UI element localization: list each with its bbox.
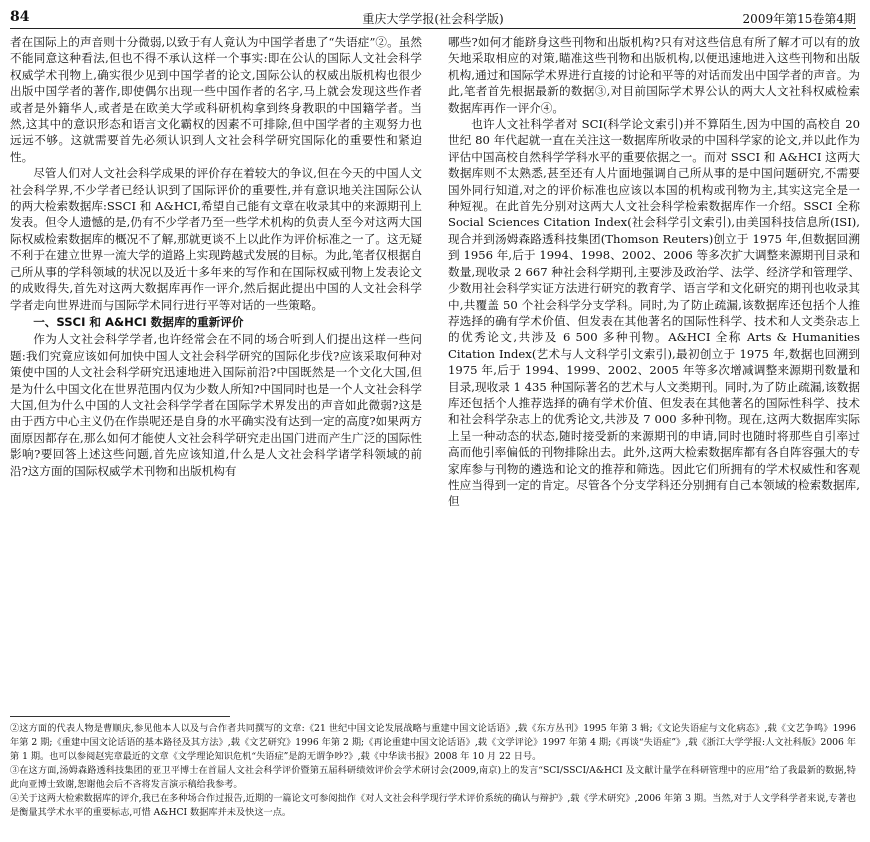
journal-title: 重庆大学学报(社会科学版): [362, 12, 504, 26]
footnote: ②这方面的代表人物是曹顺庆,参见他本人以及与合作者共同撰写的文章:《21 世纪中国文论发展战略与重建中国文论话语》,载《东方丛刊》1995 年第 3 辑;《文论失语症与文化病态》,载《文艺争鸣》1996 年第 2 期;《重建中国文论话语的基本路径及其方法》,载《文艺研究》1996 年第 2 期;《再论重建中国文论话语》,载《文学评论》1997 年第 4 期;《再谈“失语症”》,载《浙江大学学报:人文社科版》2006 年第 1 期。也可以参阅赵宪章最近的文章《文学理论知识危机“失语症”是韵无谓争吵?》,载《中华读书报》2008 年 10 月 22 日号。: [10, 723, 856, 762]
right-column: [448, 34, 860, 510]
footnotes: [10, 722, 856, 820]
footnote: ④关于这两大检索数据库的评介,我已在多种场合作过报告,近期的一篇论文可参阅拙作《对人文社会科学现行学术评价系统的确认与辩护》,载《学术研究》,2006 年第 3 期。当然,对于人文学科学者来说,专著也是衡量其学术水平的重要标志,可惜 A&HCI 数据库并未及快这一点。: [10, 793, 856, 818]
issue-info: 2009年第15卷第4期: [742, 12, 856, 26]
paragraph: 作为人文社会科学学者,也许经常会在不同的场合听到人们提出这样一些问题:我们究竟应该如何加快中国人文社会科学研究的国际化步伐?应该采取何种对策使中国的人文社会科学研究迅速地进入国际前沿?中国既然是一个文化大国,但是为什么中国文化在世界范围内仅为少数人所知?中国同时也是一个人文社会科学大国,但为什么中国的人文社会科学学者在国际学术界发出的声音如此微弱?这是由于西方中心主义仍在作祟呢还是自身的水平确实没有达到一定的高度?如果两方面原因都存在,那么如何才能使人文社会科学研究走出国门进而产生广泛的国际性影响?要回答上述这些问题,首先应该知道,什么是人文社会科学诸学科领域的前沿?这方面的国际权威学术刊物和出版机构有: [10, 332, 422, 478]
running-header: [10, 6, 856, 29]
left-column: [10, 34, 422, 479]
paragraph: 也许人文社科学者对 SCI(科学论文索引)并不算陌生,因为中国的高校自 20 世纪 80 年代起就一直在关注这一数据库所收录的中国科学家的论文,并以此作为评估中国高校自然科学学科水平的重要依据之一。而对 SSCI 和 A&HCI 这两大数据库则不太熟悉,甚至还有人片面地强调自己所从事的是中国问题研究,不需要国外同行知道,对之的评价标准也应该以本国的机构或刊物为主,其实这完全是一种短视。在此首先分别对这两大人文社会科学检索数据库作一介绍。SSCI 全称 Social Sciences Citation Index(社会科学引文索引),由美国科技信息所(ISI),现合并到汤姆森路透科技集团(Thomson Reuters)创立于 1975 年,但数据回溯到 1956 年,后于 1994、1998、2002、2006 等多次扩大调整来源期刊目录和数量,现收录 2 667 种社会科学期刊,主要涉及政治学、法学、经济学和管理学、少数用社会科学实证方法进行研究的教育学、语言学和文化研究的期刊也收录其中,共覆盖 50 个社会科学分支学科。同时,为了防止疏漏,该数据库还包括个人推荐选择的确有学术价值、但发表在其他著名的国际性科学、技术和人文类杂志上的优秀论文,共涉及 6 500 多种刊物。A&HCI 全称 Arts & Humanities Citation Index(艺术与人文科学引文索引),最初创立于 1975 年,数据也回溯到 1975 年,后于 1994、1999、2002、2005 年等多次增减调整来源期刊数量和目录,现收录 1 435 种国际著名的艺术与人文类期刊。同时,为了防止疏漏,该数据库还包括个人推荐选择的确有学术价值、但发表在其他著名的国际性科学、技术和社会科学杂志上的优秀论文,共涉及 7 000 多种刊物。现在,这两大数据库实际上呈一种动态的状态,随时接受新的来源期刊的申请,同时也随时将那些自引率过高而他引率偏低的刊物排除出去。此外,这两大检索数据库都有各自阵容强大的专家库参与刊物的遴选和论文的推荐和筛选。因此它们所拥有的学术权威性和客观性应当得到一定的肯定。尽管各个分支学科还分别拥有自己本领域的检索数据库,但: [448, 117, 860, 509]
paragraph: 尽管人们对人文社会科学成果的评价存在着较大的争议,但在今天的中国人文社会科学界,不少学者已经认识到了国际评价的重要性,并有意识地关注国际公认的两大检索数据库:SSCI 和 A&HCI,希望自己能有文章在收录其中的来源期刊上发表。但令人遗憾的是,仍有不少学者乃至一些学术机构的负责人至今对这两大国际权威检索数据库的概况不了解,那就更谈不上以此作为评价标准之一了。这无疑不利于在建立世界一流大学的道路上实现跨越式发展的目标。为此,笔者仅根据自己所从事的学科领域的状况以及近十多年来的写作和在国际权威刊物上发表论文的成败得失,首先对这两大数据库再作一评介,然后据此提出中国的人文社会科学学者走向世界进而与国际学术同行进行平等对话的一些策略。: [10, 166, 422, 312]
paragraph: 哪些?如何才能跻身这些刊物和出版机构?只有对这些信息有所了解才可以有的放矢地采取相应的对策,瞄准这些刊物和出版机构,以便迅速地进入这些刊物和出版机构,通过和国际学术界进行直接的讨论和平等的对话而发出中国学者的声音。为此,笔者首先根据最新的数据③,对目前国际学术界公认的两大人文社科权威检索数据库再作一评介④。: [448, 35, 860, 115]
paragraph: 者在国际上的声音则十分微弱,以致于有人竟认为中国学者患了“失语症”②。虽然不能同意这种看法,但也不得不承认这样一个事实:即在公认的国际人文社会科学权威学术刊物上,确实很少见到中国学者的论文,国际公认的权威出版机构也很少出版中国学者的著作,即使偶尔出现一些中国作者的名字,马上就会发现这些作者或者是外籍华人,或者是在欧美大学或科研机构拿到终身教职的中国籍学者。当然,这其中的意识形态和语言文化霸权的因素不可排除,但中国学者的主观努力也远远不够。这就需要首先必须认识到人文社会科学研究国际化的重要性和紧迫性。: [10, 35, 422, 164]
section-heading: 一、SSCI 和 A&HCI 数据库的重新评价: [33, 314, 244, 329]
page-number: 84: [10, 9, 30, 25]
footnote: ③在这方面,汤姆森路透科技集团的亚卫平博士在首届人文社会科学评价暨第五届科研绩效评价会学术研讨会(2009,南京)上的发言“SCI/SSCI/A&HCI 及文献计量学在科研管理中的应用”给了我最新的数据,特此向亚博士致谢,恕谢他会后不吝将发言演示稿给我参考。: [10, 765, 856, 790]
footnote-divider: [10, 716, 230, 717]
